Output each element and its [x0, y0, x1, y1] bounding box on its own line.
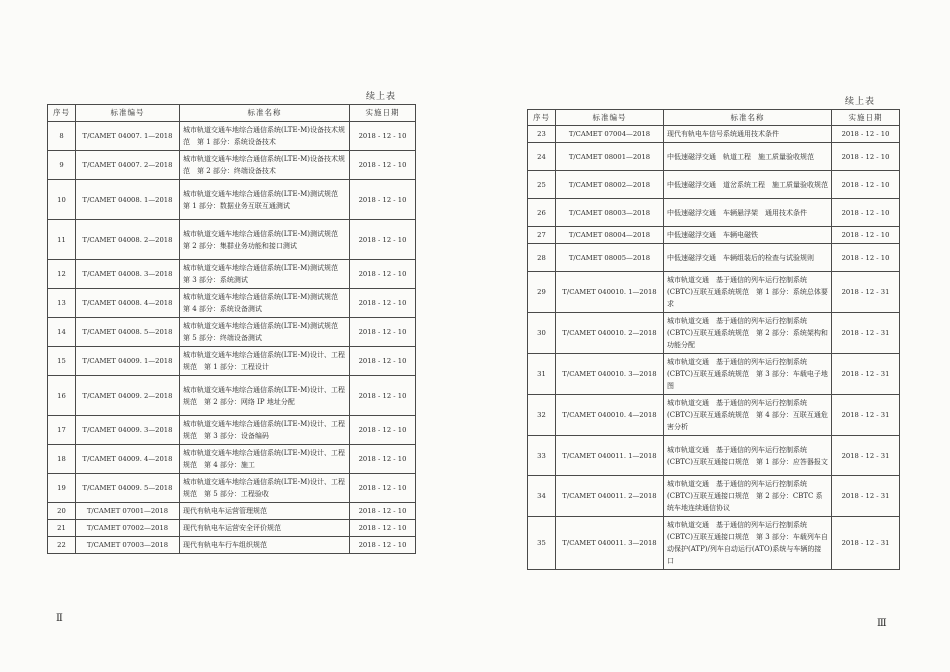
table-row — [528, 171, 900, 199]
row-number: 10 — [48, 180, 76, 220]
standard-code: T/CAMET 07001—2018 — [76, 503, 180, 520]
standard-code: T/CAMET 04007. 1—2018 — [76, 122, 180, 151]
effective-date: 2018 - 12 - 31 — [832, 272, 900, 313]
row-number: 22 — [48, 537, 76, 554]
effective-date: 2018 - 12 - 10 — [350, 151, 416, 180]
standard-code: T/CAMET 04009. 4—2018 — [76, 445, 180, 474]
effective-date: 2018 - 12 - 10 — [832, 227, 900, 244]
standard-name: 中低速磁浮交通 车辆电磁铁 — [664, 227, 832, 244]
table-row — [48, 503, 416, 520]
page-number: Ⅱ — [56, 613, 63, 624]
standard-name: 城市轨道交通车地综合通信系统(LTE-M)设计、工程规范 第 2 部分：网络 IP 地址分配 — [180, 376, 350, 416]
table-row — [528, 199, 900, 227]
standard-name: 城市轨道交通车地综合通信系统(LTE-M)测试规范 第 1 部分：数据业务互联互通测试 — [180, 180, 350, 220]
row-number: 28 — [528, 244, 556, 272]
right-page — [475, 0, 950, 672]
standard-code: T/CAMET 04008. 4—2018 — [76, 289, 180, 318]
standard-code: T/CAMET 07003—2018 — [76, 537, 180, 554]
effective-date: 2018 - 12 - 10 — [832, 126, 900, 143]
header-no: 序号 — [48, 105, 76, 122]
standard-code: T/CAMET 04009. 3—2018 — [76, 416, 180, 445]
table-row — [528, 126, 900, 143]
table-header-row — [528, 110, 900, 126]
standard-name: 城市轨道交通车地综合通信系统(LTE-M)测试规范 第 4 部分：系统设备测试 — [180, 289, 350, 318]
standard-name: 城市轨道交通 基于通信的列车运行控制系统(CBTC)互联互通接口规范 第 2 部分：CBTC 系统车地连续通信协议 — [664, 476, 832, 517]
table-header-row — [48, 105, 416, 122]
header-date: 实施日期 — [832, 110, 900, 126]
effective-date: 2018 - 12 - 10 — [350, 180, 416, 220]
standard-code: T/CAMET 040011. 2—2018 — [556, 476, 664, 517]
standard-code: T/CAMET 07002—2018 — [76, 520, 180, 537]
standard-code: T/CAMET 04009. 5—2018 — [76, 474, 180, 503]
continued-label: 续上表 — [845, 97, 876, 107]
effective-date: 2018 - 12 - 10 — [832, 244, 900, 272]
row-number: 17 — [48, 416, 76, 445]
table-row — [48, 289, 416, 318]
standard-name: 城市轨道交通车地综合通信系统(LTE-M)测试规范 第 5 部分：终端设备测试 — [180, 318, 350, 347]
effective-date: 2018 - 12 - 10 — [350, 503, 416, 520]
table-row — [48, 220, 416, 260]
row-number: 20 — [48, 503, 76, 520]
row-number: 18 — [48, 445, 76, 474]
standard-code: T/CAMET 04008. 5—2018 — [76, 318, 180, 347]
standard-code: T/CAMET 040011. 1—2018 — [556, 436, 664, 476]
row-number: 9 — [48, 151, 76, 180]
table-row — [528, 272, 900, 313]
standard-code: T/CAMET 040010. 4—2018 — [556, 395, 664, 436]
header-date: 实施日期 — [350, 105, 416, 122]
standard-name: 现代有轨电车运营管理规范 — [180, 503, 350, 520]
table-row — [528, 517, 900, 570]
standard-code: T/CAMET 08005—2018 — [556, 244, 664, 272]
standard-code: T/CAMET 08003—2018 — [556, 199, 664, 227]
standard-name: 城市轨道交通 基于通信的列车运行控制系统(CBTC)互联互通系统规范 第 1 部分：系统总体要求 — [664, 272, 832, 313]
table-row — [48, 318, 416, 347]
table-row — [48, 260, 416, 289]
effective-date: 2018 - 12 - 10 — [350, 220, 416, 260]
standards-table — [527, 109, 900, 570]
standard-name: 城市轨道交通车地综合通信系统(LTE-M)设计、工程规范 第 3 部分：设备编码 — [180, 416, 350, 445]
continued-label: 续上表 — [366, 92, 397, 102]
effective-date: 2018 - 12 - 10 — [350, 474, 416, 503]
table-row — [48, 520, 416, 537]
row-number: 34 — [528, 476, 556, 517]
standard-code: T/CAMET 040011. 3—2018 — [556, 517, 664, 570]
table-row — [528, 143, 900, 171]
header-name: 标准名称 — [664, 110, 832, 126]
effective-date: 2018 - 12 - 31 — [832, 395, 900, 436]
standard-name: 中低速磁浮交通 车辆悬浮架 通用技术条件 — [664, 199, 832, 227]
standard-code: T/CAMET 04009. 2—2018 — [76, 376, 180, 416]
standard-code: T/CAMET 08001—2018 — [556, 143, 664, 171]
standard-name: 现代有轨电车运营安全评价规范 — [180, 520, 350, 537]
table-row — [48, 151, 416, 180]
standard-name: 中低速磁浮交通 道岔系统工程 施工质量验收规范 — [664, 171, 832, 199]
standard-name: 城市轨道交通车地综合通信系统(LTE-M)设备技术规范 第 1 部分：系统设备技术 — [180, 122, 350, 151]
standard-name: 中低速磁浮交通 轨道工程 施工质量验收规范 — [664, 143, 832, 171]
row-number: 14 — [48, 318, 76, 347]
standard-code: T/CAMET 08004—2018 — [556, 227, 664, 244]
standard-code: T/CAMET 04008. 3—2018 — [76, 260, 180, 289]
standard-name: 中低速磁浮交通 车辆组装后的检查与试验规则 — [664, 244, 832, 272]
standard-name: 城市轨道交通车地综合通信系统(LTE-M)测试规范 第 2 部分：集群业务功能和接口测试 — [180, 220, 350, 260]
standard-name: 城市轨道交通车地综合通信系统(LTE-M)设计、工程规范 第 5 部分：工程验收 — [180, 474, 350, 503]
row-number: 16 — [48, 376, 76, 416]
effective-date: 2018 - 12 - 10 — [350, 260, 416, 289]
effective-date: 2018 - 12 - 10 — [832, 171, 900, 199]
standard-name: 城市轨道交通车地综合通信系统(LTE-M)设计、工程规范 第 1 部分：工程设计 — [180, 347, 350, 376]
header-no: 序号 — [528, 110, 556, 126]
effective-date: 2018 - 12 - 10 — [350, 289, 416, 318]
standard-code: T/CAMET 040010. 1—2018 — [556, 272, 664, 313]
table-row — [528, 476, 900, 517]
table-row — [48, 537, 416, 554]
standard-name: 现代有轨电车行车组织规范 — [180, 537, 350, 554]
header-name: 标准名称 — [180, 105, 350, 122]
effective-date: 2018 - 12 - 10 — [832, 199, 900, 227]
effective-date: 2018 - 12 - 31 — [832, 313, 900, 354]
standard-name: 城市轨道交通 基于通信的列车运行控制系统(CBTC)互联互通系统规范 第 3 部分：车载电子地图 — [664, 354, 832, 395]
effective-date: 2018 - 12 - 10 — [350, 122, 416, 151]
standard-name: 城市轨道交通 基于通信的列车运行控制系统(CBTC)互联互通接口规范 第 1 部分：应答器报文 — [664, 436, 832, 476]
row-number: 32 — [528, 395, 556, 436]
standard-code: T/CAMET 040010. 3—2018 — [556, 354, 664, 395]
effective-date: 2018 - 12 - 31 — [832, 354, 900, 395]
effective-date: 2018 - 12 - 31 — [832, 436, 900, 476]
row-number: 23 — [528, 126, 556, 143]
table-row — [528, 354, 900, 395]
table-row — [48, 445, 416, 474]
row-number: 8 — [48, 122, 76, 151]
effective-date: 2018 - 12 - 10 — [350, 347, 416, 376]
standard-code: T/CAMET 04009. 1—2018 — [76, 347, 180, 376]
header-code: 标准编号 — [556, 110, 664, 126]
table-row — [48, 122, 416, 151]
row-number: 11 — [48, 220, 76, 260]
table-row — [48, 376, 416, 416]
table-row — [528, 227, 900, 244]
standard-name: 城市轨道交通 基于通信的列车运行控制系统(CBTC)互联互通系统规范 第 4 部分：互联互通危害分析 — [664, 395, 832, 436]
table-row — [48, 416, 416, 445]
table-row — [48, 347, 416, 376]
row-number: 30 — [528, 313, 556, 354]
standard-name: 城市轨道交通车地综合通信系统(LTE-M)测试规范 第 3 部分：系统测试 — [180, 260, 350, 289]
table-row — [528, 436, 900, 476]
table-row — [528, 395, 900, 436]
row-number: 35 — [528, 517, 556, 570]
row-number: 31 — [528, 354, 556, 395]
standard-name: 城市轨道交通 基于通信的列车运行控制系统(CBTC)互联互通系统规范 第 2 部分：系统架构和功能分配 — [664, 313, 832, 354]
row-number: 27 — [528, 227, 556, 244]
row-number: 25 — [528, 171, 556, 199]
standard-name: 城市轨道交通 基于通信的列车运行控制系统(CBTC)互联互通接口规范 第 3 部分：车载列车自动保护(ATP)/列车自动运行(ATO)系统与车辆的接口 — [664, 517, 832, 570]
standard-code: T/CAMET 04007. 2—2018 — [76, 151, 180, 180]
effective-date: 2018 - 12 - 10 — [350, 318, 416, 347]
page-number: Ⅲ — [877, 618, 887, 629]
effective-date: 2018 - 12 - 10 — [832, 143, 900, 171]
row-number: 21 — [48, 520, 76, 537]
row-number: 29 — [528, 272, 556, 313]
standard-code: T/CAMET 08002—2018 — [556, 171, 664, 199]
effective-date: 2018 - 12 - 31 — [832, 476, 900, 517]
effective-date: 2018 - 12 - 10 — [350, 416, 416, 445]
standard-code: T/CAMET 07004—2018 — [556, 126, 664, 143]
effective-date: 2018 - 12 - 10 — [350, 376, 416, 416]
effective-date: 2018 - 12 - 10 — [350, 445, 416, 474]
standards-table — [47, 104, 416, 554]
standard-name: 城市轨道交通车地综合通信系统(LTE-M)设计、工程规范 第 4 部分：施工 — [180, 445, 350, 474]
row-number: 15 — [48, 347, 76, 376]
standard-code: T/CAMET 040010. 2—2018 — [556, 313, 664, 354]
standard-name: 城市轨道交通车地综合通信系统(LTE-M)设备技术规范 第 2 部分：终端设备技术 — [180, 151, 350, 180]
standard-code: T/CAMET 04008. 2—2018 — [76, 220, 180, 260]
row-number: 33 — [528, 436, 556, 476]
standard-name: 现代有轨电车信号系统通用技术条件 — [664, 126, 832, 143]
row-number: 26 — [528, 199, 556, 227]
effective-date: 2018 - 12 - 10 — [350, 520, 416, 537]
row-number: 13 — [48, 289, 76, 318]
row-number: 12 — [48, 260, 76, 289]
row-number: 19 — [48, 474, 76, 503]
table-row — [528, 313, 900, 354]
effective-date: 2018 - 12 - 31 — [832, 517, 900, 570]
row-number: 24 — [528, 143, 556, 171]
table-row — [48, 180, 416, 220]
header-code: 标准编号 — [76, 105, 180, 122]
standard-code: T/CAMET 04008. 1—2018 — [76, 180, 180, 220]
table-row — [48, 474, 416, 503]
effective-date: 2018 - 12 - 10 — [350, 537, 416, 554]
table-row — [528, 244, 900, 272]
